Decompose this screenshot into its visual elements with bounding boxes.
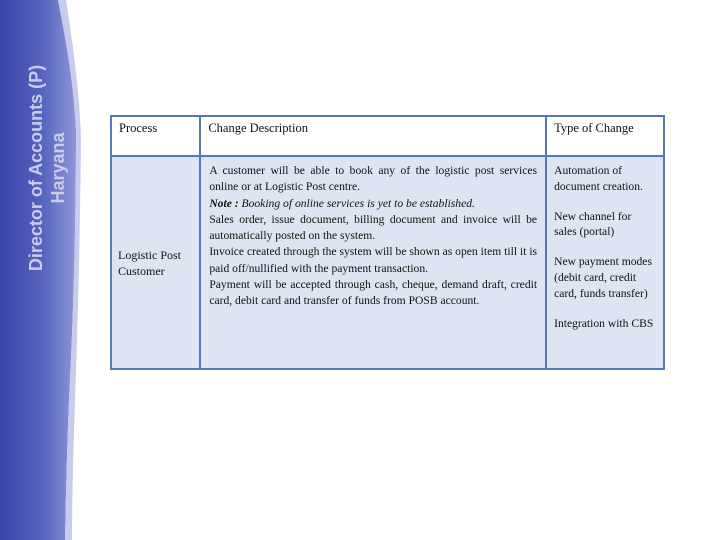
- sidebar-title-line1: Director of Accounts (P): [26, 64, 46, 272]
- type-item: Integration with CBS: [554, 316, 654, 330]
- header-type-of-change: Type of Change: [546, 116, 664, 156]
- header-process: Process: [111, 116, 200, 156]
- table-header-row: [111, 116, 664, 156]
- description-line-3: Invoice created through the system will be shown as open item till it is paid off/nullified with the payment transaction.: [209, 245, 538, 275]
- header-change-description: Change Description: [200, 116, 546, 156]
- type-of-change-cell: [546, 156, 664, 369]
- type-item: Automation of document creation.: [554, 164, 643, 193]
- description-line-4: Payment will be accepted through cash, cheque, demand draft, credit card, debit card and transfer of funds from POSB account.: [209, 278, 538, 308]
- description-line-1: A customer will be able to book any of the logistic post services online or at Logistic Post centre.: [209, 164, 538, 194]
- process-cell: Logistic Post Customer: [111, 156, 200, 369]
- description-cell: [200, 156, 546, 369]
- note-label: Note :: [209, 196, 239, 210]
- type-item: New payment modes (debit card, credit card, funds transfer): [554, 255, 652, 300]
- sidebar-title: [25, 65, 69, 271]
- sidebar-band: [0, 0, 100, 540]
- type-item: New channel for sales (portal): [554, 209, 632, 239]
- table-row: [111, 156, 664, 369]
- change-table: [110, 115, 665, 370]
- note-text: Booking of online services is yet to be established.: [238, 196, 475, 210]
- sidebar-title-line2: Haryana: [48, 132, 68, 204]
- description-line-2: Sales order, issue document, billing document and invoice will be automatically posted on the system.: [209, 212, 538, 243]
